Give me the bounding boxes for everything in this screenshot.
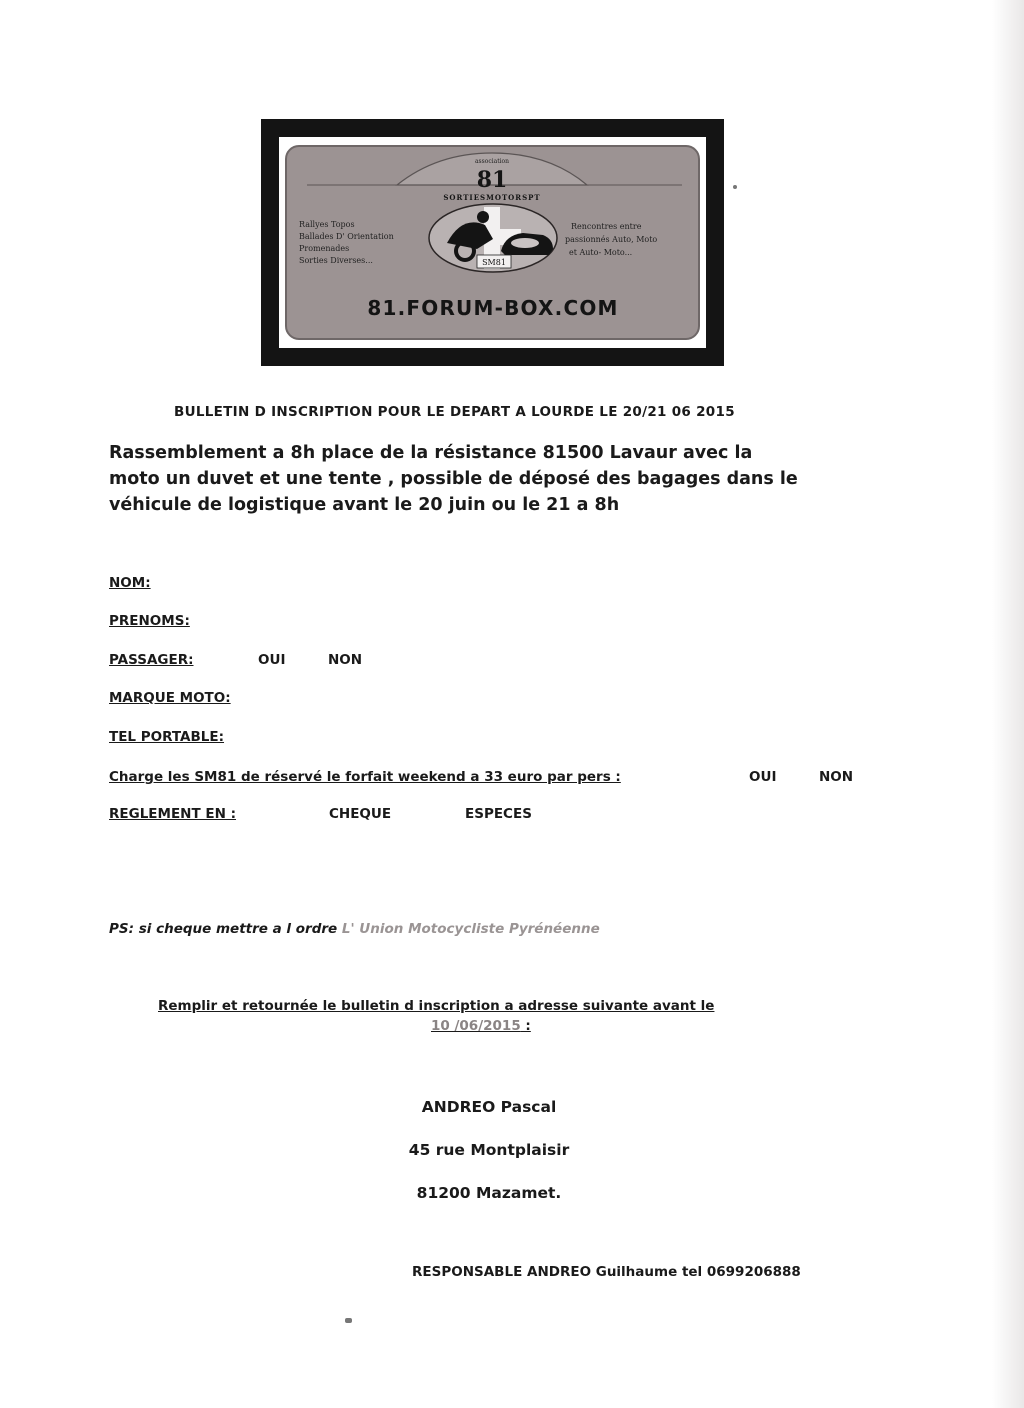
deadline-date: 10 /06/2015 — [431, 1018, 521, 1034]
logo-inner-border — [279, 137, 706, 348]
scan-edge-shading — [992, 0, 1024, 1408]
logo-website: 81.FORUM-BOX.COM — [367, 296, 619, 320]
nom-label: NOM: — [109, 575, 151, 591]
logo-right-line-1: Rencontres entre — [571, 222, 642, 231]
passager-oui-option[interactable]: OUI — [258, 652, 286, 668]
deadline-suffix: : — [520, 1018, 531, 1034]
logo-left-line-3: Promenades — [299, 244, 350, 253]
form-title: BULLETIN D INSCRIPTION POUR LE DEPART A LOURDE LE 20/21 06 2015 — [174, 404, 735, 420]
rally-plate — [285, 145, 700, 340]
scan-speck — [733, 185, 737, 189]
logo-left-line-1: Rallyes Topos — [299, 220, 355, 229]
return-instructions: Remplir et retournée le bulletin d inscription a adresse suivante avant le — [158, 998, 715, 1014]
return-deadline — [431, 1018, 531, 1034]
especes-option[interactable]: ESPECES — [465, 806, 532, 822]
prenoms-label: PRENOMS: — [109, 613, 190, 629]
passager-non-option[interactable]: NON — [328, 652, 363, 668]
ps-payee: L' Union Motocycliste Pyrénéenne — [341, 921, 600, 937]
rally-plate-graphic — [287, 147, 700, 340]
logo-left-line-4: Sorties Diverses... — [299, 256, 373, 265]
logo-number: 81 — [476, 167, 508, 193]
passager-label: PASSAGER: — [109, 652, 194, 668]
logo-left-line-2: Ballades D' Orientation — [299, 232, 394, 241]
forfait-question: Charge les SM81 de réservé le forfait weekend a 33 euro par pers : — [109, 769, 621, 785]
ps-prefix: PS: si cheque mettre a l ordre — [109, 921, 342, 937]
responsable-contact: RESPONSABLE ANDREO Guilhaume tel 0699206888 — [412, 1264, 801, 1280]
ps-note — [109, 921, 600, 937]
cheque-option[interactable]: CHEQUE — [329, 806, 392, 822]
intro-line: véhicule de logistique avant le 20 juin ou le 21 a 8h — [109, 495, 620, 515]
club-logo — [261, 119, 724, 366]
forfait-non-option[interactable]: NON — [819, 769, 854, 785]
forfait-oui-option[interactable]: OUI — [749, 769, 777, 785]
marque-moto-label: MARQUE MOTO: — [109, 690, 231, 706]
logo-right-line-2: passionnés Auto, Moto — [565, 235, 658, 244]
intro-line: Rassemblement a 8h place de la résistance 81500 Lavaur avec la — [109, 443, 753, 463]
logo-association-text: association — [474, 158, 510, 165]
scan-speck — [345, 1318, 352, 1323]
reglement-label: REGLEMENT EN : — [109, 806, 237, 822]
logo-badge: SM81 — [482, 258, 506, 267]
intro-paragraph — [109, 440, 798, 518]
tel-portable-label: TEL PORTABLE: — [109, 729, 225, 745]
address-street: 45 rue Montplaisir — [408, 1141, 570, 1159]
logo-right-line-3: et Auto- Moto... — [569, 248, 633, 257]
address-city: 81200 Mazamet. — [416, 1184, 562, 1202]
address-name: ANDREO Pascal — [421, 1098, 557, 1116]
intro-line: moto un duvet et une tente , possible de déposé des bagages dans le — [109, 469, 798, 489]
logo-club-name: SORTIESMOTORSPT — [443, 193, 541, 202]
